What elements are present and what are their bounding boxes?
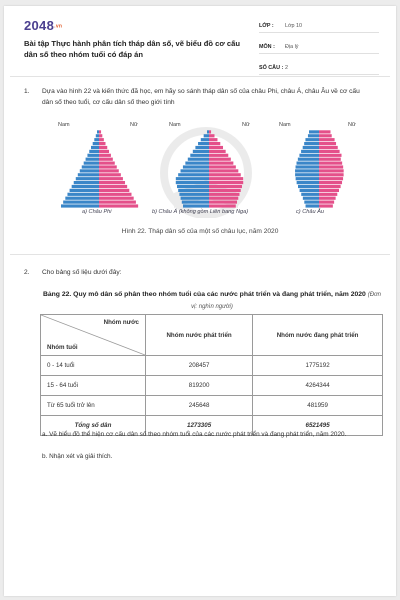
pyramid-bar-female [319, 189, 339, 192]
pyramid-bar-female [319, 142, 336, 145]
pyramid-bar-male [295, 169, 319, 172]
pyramid-bar-male [198, 142, 209, 145]
pyramid-bar-male [177, 185, 209, 188]
pyramid-bar-male [188, 158, 209, 161]
pyramid-bar-female [319, 154, 342, 157]
pyramid-bar-male [193, 150, 209, 153]
pyramid-bar-male [195, 146, 209, 149]
pyramid-bar-female [209, 162, 233, 165]
pyramid-bar-male [78, 173, 99, 176]
pyramid-africa [61, 130, 138, 207]
pyramid-bar-male [65, 197, 99, 200]
pyramid-bar-female [99, 185, 127, 188]
pyramid-bar-male [82, 165, 99, 168]
pyramid-bar-male [297, 162, 319, 165]
table-row: Từ 65 tuổi trở lên 245648 481959 [41, 396, 383, 416]
pyramid-bar-female [99, 162, 115, 165]
table-total-row: Tổng số dân 1273305 6521495 [41, 416, 383, 436]
female-label-c: Nữ [348, 122, 356, 128]
table-corner-header: Nhóm nước Nhóm tuổi [41, 315, 146, 356]
pyramid-bar-female [209, 130, 211, 133]
meta-panel [259, 20, 379, 83]
pyramid-bar-male [295, 173, 319, 176]
pyramid-bar-male [296, 165, 319, 168]
pyramid-bar-female [319, 134, 332, 137]
q1-text: Dựa vào hình 22 và kiến thức đã học, em hãy so sánh tháp dân số của châu Phi, châu Á, châu Âu về cơ cấu dân số theo tuổi, cơ cấu dân số theo giới tính [42, 88, 360, 106]
pyramid-bar-female [99, 204, 138, 207]
pyramid-bar-female [209, 181, 243, 184]
population-table [40, 314, 383, 436]
pyramid-bar-female [319, 201, 334, 204]
pyramid-bar-male [183, 165, 209, 168]
pyramid-bar-male [301, 150, 319, 153]
pyramid-bar-male [303, 197, 319, 200]
pyramid-bar-female [319, 185, 341, 188]
pyramid-bar-male [182, 201, 209, 204]
pyramid-bar-female [319, 181, 342, 184]
pyramid-bar-female [209, 158, 231, 161]
pyramid-bar-female [99, 177, 123, 180]
meta-subject: MÔN : Địa lý [259, 41, 379, 54]
pyramid-bar-male [190, 154, 209, 157]
q2-intro: Cho bảng số liệu dưới đây: [42, 269, 122, 276]
pyramid-bar-male [61, 204, 99, 207]
pyramid-bar-female [209, 142, 220, 145]
female-label-a: Nữ [130, 122, 138, 128]
figure-caption: Hình 22. Tháp dân số của một số châu lục, năm 2020 [121, 228, 279, 235]
pyramid-bar-male [178, 189, 209, 192]
pyramid-bar-female [99, 165, 117, 168]
pyramid-bar-female [99, 130, 101, 133]
pyramid-bar-female [99, 138, 104, 141]
pyramid-bar-male [181, 197, 209, 200]
pyramid-bar-male [89, 150, 99, 153]
pyramid-bar-female [99, 150, 109, 153]
pyramid-bar-male [176, 177, 209, 180]
pyramid-bar-female [319, 162, 342, 165]
pyramid-bar-male [91, 146, 99, 149]
pyramid-bar-female [99, 169, 119, 172]
pyramid-bar-female [99, 193, 131, 196]
pyramid-bar-male [67, 193, 99, 196]
pyramid-bar-female [99, 146, 107, 149]
pyramid-bar-male [87, 154, 99, 157]
pyramid-bar-male [207, 130, 209, 133]
pyramid-bar-male [93, 142, 99, 145]
pyramid-bar-male [176, 181, 209, 184]
pyramid-bar-female [99, 142, 105, 145]
pyramid-bar-male [181, 169, 209, 172]
pyramid-bar-male [301, 193, 319, 196]
pyramid-bar-male [204, 134, 209, 137]
pyramid-bar-female [319, 150, 340, 153]
page [4, 6, 396, 596]
meta-question-count: SỐ CÂU : 2 [259, 62, 379, 75]
divider [10, 76, 390, 77]
pyramid-bar-female [209, 185, 242, 188]
pyramid-bar-male [97, 130, 99, 133]
male-label-b: Nam [169, 122, 181, 128]
caption-asia: b) Châu Á (không gồm Liên bang Nga) [152, 209, 249, 215]
pyramid-bar-male [96, 134, 99, 137]
pyramid-bar-male [76, 177, 99, 180]
pyramid-bar-female [209, 201, 237, 204]
pyramid-bar-female [209, 204, 236, 207]
pyramid-bar-female [99, 201, 136, 204]
pyramid-bar-male [296, 177, 319, 180]
pyramid-bar-female [209, 189, 241, 192]
divider [10, 254, 390, 255]
pyramid-bar-female [209, 150, 226, 153]
table-row: 0 - 14 tuổi 208457 1775192 [41, 356, 383, 376]
pyramid-bar-male [63, 201, 99, 204]
pyramid-bar-female [319, 193, 337, 196]
q1-number: 1. [24, 88, 30, 95]
pyramid-bar-male [309, 130, 319, 133]
pyramid-bar-male [299, 154, 319, 157]
pyramid-bar-female [209, 146, 223, 149]
pyramid-bar-female [99, 154, 111, 157]
male-label-a: Nam [58, 122, 70, 128]
caption-africa: a) Châu Phi [82, 209, 112, 215]
column-header-developed: Nhóm nước phát triển [146, 315, 253, 356]
pyramid-bar-male [305, 138, 319, 141]
male-label-c: Nam [279, 122, 291, 128]
pyramid-bar-male [297, 181, 319, 184]
pyramid-bar-female [319, 165, 343, 168]
pyramid-bar-female [319, 138, 335, 141]
pyramid-bar-male [86, 158, 99, 161]
pyramid-bar-male [179, 193, 209, 196]
pyramid-bar-male [178, 173, 209, 176]
pyramid-bar-female [319, 146, 338, 149]
pyramid-bar-male [303, 146, 319, 149]
q2-number: 2. [24, 269, 30, 276]
female-label-b: Nữ [242, 122, 250, 128]
pyramid-bar-female [209, 193, 239, 196]
pyramid-bar-male [298, 185, 319, 188]
pyramid-bar-female [319, 173, 344, 176]
q2-part-a: a. Vẽ biểu đồ thể hiện cơ cấu dân số theo nhóm tuổi của các nước phát triển và đang phát triển, năm 2020. [42, 431, 347, 438]
pyramid-bar-female [319, 169, 344, 172]
pyramid-bar-female [99, 189, 129, 192]
pyramid-bar-female [319, 158, 341, 161]
column-header-developing: Nhóm nước đang phát triển [253, 315, 383, 356]
pyramid-bar-male [74, 181, 99, 184]
caption-europe: c) Châu Âu [296, 209, 324, 215]
pyramid-bar-female [209, 154, 228, 157]
pyramid-bar-female [209, 197, 238, 200]
pyramid-bar-female [99, 134, 102, 137]
pyramid-bar-male [298, 158, 319, 161]
pyramid-bar-female [209, 134, 214, 137]
pyramid-europe [295, 130, 344, 207]
table-row: 15 - 64 tuổi 819200 4264344 [41, 376, 383, 396]
pyramid-bar-male [304, 201, 319, 204]
pyramid-bar-female [319, 177, 343, 180]
pyramid-bar-male [304, 142, 319, 145]
pyramid-bar-male [308, 134, 319, 137]
pyramid-bar-male [201, 138, 209, 141]
pyramid-bar-female [99, 158, 113, 161]
pyramid-bar-female [99, 197, 134, 200]
document-title: Bài tập Thực hành phân tích tháp dân số, vẽ biểu đồ cơ cấu dân số theo nhóm tuổi có đáp án [24, 39, 240, 59]
pyramid-bar-female [209, 177, 243, 180]
pyramid-bar-male [70, 189, 99, 192]
pyramid-bar-male [72, 185, 99, 188]
pyramid-bar-male [306, 204, 319, 207]
pyramid-bar-male [183, 204, 209, 207]
site-logo[interactable]: 2048.vn [24, 18, 63, 33]
pyramid-bar-female [209, 173, 241, 176]
pyramid-bar-male [300, 189, 319, 192]
pyramid-bar-female [99, 181, 125, 184]
pyramid-bar-female [319, 197, 336, 200]
pyramid-bar-female [99, 173, 121, 176]
pyramid-bar-female [209, 165, 236, 168]
pyramid-bar-female [209, 138, 217, 141]
meta-class: LỚP : Lớp 10 [259, 20, 379, 33]
population-pyramids-figure [44, 118, 369, 218]
pyramid-bar-male [84, 162, 99, 165]
pyramid-bar-female [319, 204, 333, 207]
pyramid-bar-male [185, 162, 209, 165]
pyramid-bar-female [209, 169, 238, 172]
pyramid-bar-male [80, 169, 99, 172]
table-title: Bảng 22. Quy mô dân số phân theo nhóm tuổi của các nước phát triển và đang phát triển, năm 2020 (Đơn vị: nghìn người) [42, 291, 382, 310]
pyramid-bar-male [94, 138, 99, 141]
pyramid-bar-female [319, 130, 331, 133]
q2-part-b: b. Nhận xét và giải thích. [42, 453, 113, 460]
